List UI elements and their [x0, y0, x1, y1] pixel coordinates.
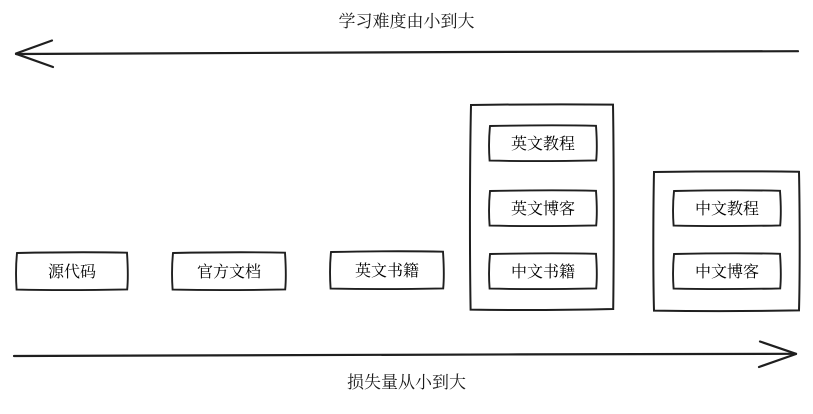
node-label-chinese-books: 中文书籍	[510, 261, 575, 281]
bottom-axis-arrow	[14, 342, 796, 368]
node-english-blog[interactable]	[489, 190, 597, 226]
node-chinese-books[interactable]	[489, 253, 597, 289]
node-source-code[interactable]	[16, 252, 128, 290]
node-english-books[interactable]	[330, 251, 444, 289]
node-label-source-code: 源代码	[47, 261, 96, 281]
node-chinese-tutorial[interactable]	[673, 190, 781, 226]
node-label-chinese-tutorial: 中文教程	[694, 198, 759, 218]
top-axis-arrow	[16, 41, 798, 68]
bottom-axis-label: 损失量从小到大	[347, 373, 466, 393]
node-official-docs[interactable]	[172, 252, 286, 290]
node-english-tutorial[interactable]	[489, 125, 597, 161]
node-label-english-books: 英文书籍	[354, 260, 419, 280]
node-label-english-tutorial: 英文教程	[510, 133, 575, 153]
top-axis-label: 学习难度由小到大	[338, 12, 475, 32]
node-label-english-blog: 英文博客	[510, 198, 575, 218]
node-label-chinese-blog: 中文博客	[694, 261, 759, 281]
node-chinese-blog[interactable]	[673, 253, 781, 289]
node-label-official-docs: 官方文档	[196, 261, 261, 281]
